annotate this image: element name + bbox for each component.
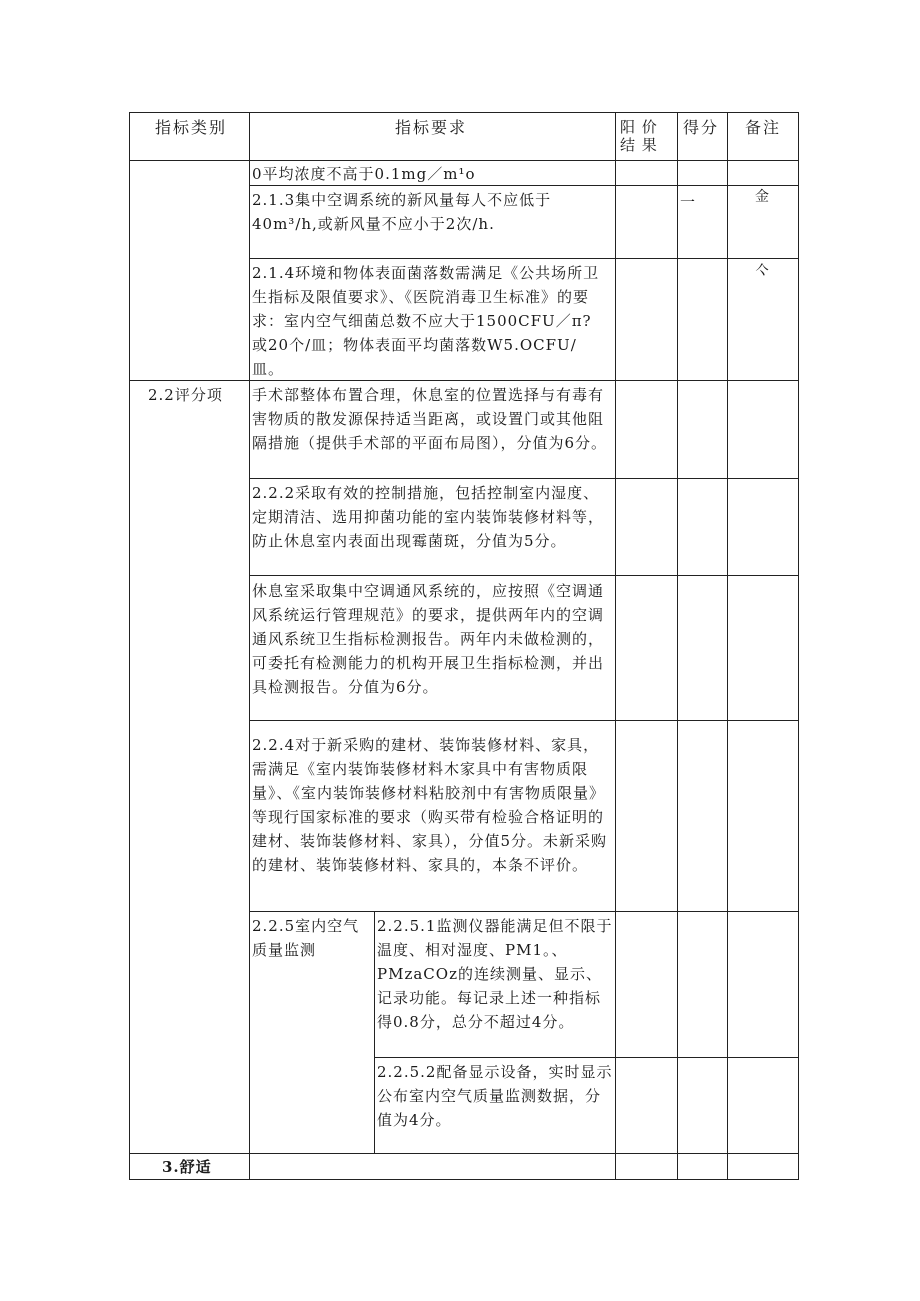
score-mark: 一 — [680, 193, 697, 211]
table-rule — [249, 911, 799, 912]
requirement-text: 2.2.4对于新采购的建材、装饰装修材料、家具，需满足《室内装饰装修材料木家具中有害物质限量》、《室内装饰装修材料粘胶剂中有害物质限量》等现行国家标准的要求（购买带有检验合格证明的建材、装饰装修材料、家具），分值5分。未新采购的建材、装饰装修材料、家具的，本条不评价。 — [252, 736, 608, 874]
table-rule — [249, 112, 250, 1180]
category-label: 2.2评分项 — [148, 386, 223, 404]
header-evaluation-line1: 阳 价 — [620, 118, 658, 136]
table-rule — [798, 112, 799, 1180]
table-rule — [129, 160, 799, 161]
category-label: 3.舒适 — [162, 1158, 212, 1176]
header-score: 得分 — [683, 118, 720, 137]
header-requirement: 指标要求 — [395, 118, 468, 137]
table-rule — [129, 112, 130, 1180]
requirement-text: 休息室采取集中空调通风系统的，应按照《空调通风系统运行管理规范》的要求，提供两年内的空调通风系统卫生指标检测报告。两年内未做检测的，可委托有检测能力的机构开展卫生指标检测，并出具检测报告。分值为6分。 — [252, 582, 605, 696]
header-category: 指标类别 — [155, 118, 228, 137]
table-rule — [129, 1153, 799, 1154]
header-evaluation-line2: 结 果 — [620, 136, 658, 154]
requirement-text: 2.2.5.2配备显示设备，实时显示公布室内空气质量监测数据，分值为4分。 — [377, 1063, 613, 1129]
table-rule — [129, 112, 799, 113]
table-rule — [249, 575, 799, 576]
table-rule — [374, 911, 375, 1154]
requirement-text: 2.2.5.1监测仪器能满足但不限于温度、相对湿度、PM1。、PMzaCOz的连续测量、显示、记录功能。每记录上述一种指标得0.8分，总分不超过4分。 — [377, 917, 613, 1031]
requirement-text: 0平均浓度不高于0.1mg／m¹o — [252, 165, 476, 183]
requirement-text: 2.1.4环境和物体表面菌落数需满足《公共场所卫生指标及限值要求》、《医院消毒卫生标准》的要求：室内空气细菌总数不应大于1500CFU／π?或20个/皿；物体表面平均菌落数W5.OCFU/皿。 — [252, 264, 600, 378]
table-rule — [249, 258, 799, 259]
remark-mark: 金 — [755, 189, 770, 205]
requirement-text: 2.2.2采取有效的控制措施，包括控制室内湿度、定期清洁、选用抑菌功能的室内装饰装修材料等，防止休息室内表面出现霉菌斑，分值为5分。 — [252, 484, 605, 550]
requirement-text: 2.1.3集中空调系统的新风量每人不应低于40m³/h,或新风量不应小于2次/h. — [252, 191, 552, 233]
subcategory-label: 2.2.5室内空气质量监测 — [252, 917, 360, 959]
table-rule — [249, 478, 799, 479]
table-rule — [677, 112, 678, 1180]
header-remarks: 备注 — [745, 118, 782, 137]
table-rule — [615, 112, 616, 1180]
remark-mark: 亽 — [755, 263, 770, 279]
table-rule — [249, 720, 799, 721]
table-rule — [129, 1179, 799, 1180]
table-rule — [374, 1057, 799, 1058]
table-rule — [727, 112, 728, 1180]
requirement-text: 手术部整体布置合理，休息室的位置选择与有毒有害物质的散发源保持适当距离，或设置门或其他阻隔措施（提供手术部的平面布局图），分值为6分。 — [252, 386, 608, 452]
